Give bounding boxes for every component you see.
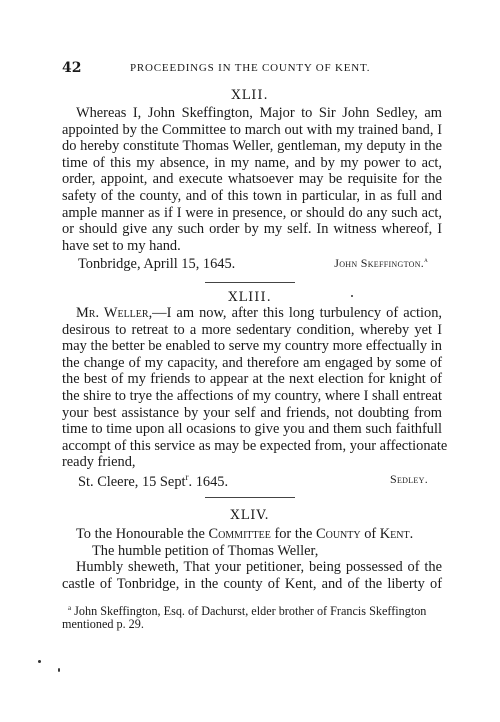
petition-line: The humble petition of Thomas Weller, — [92, 542, 319, 559]
section-divider — [205, 497, 295, 498]
signature: Sedley. — [390, 472, 428, 486]
document-xlii-body — [62, 105, 442, 254]
place-date: Tonbridge, Aprill 15, 1645. — [78, 256, 236, 272]
place-date-text: St. Cleere, 15 Sept — [78, 473, 186, 490]
place-date-superscript: r — [185, 472, 189, 482]
text-line — [62, 305, 442, 322]
document-xlii-signoff — [78, 256, 428, 273]
footnote — [62, 601, 446, 632]
footnote-line — [62, 601, 446, 617]
text-line: Humbly sheweth, That your petitioner, being possessed of the — [76, 559, 442, 576]
text-line: the best of my friends to appear at the next election for knight of — [62, 371, 442, 388]
document-xliii-signoff — [78, 472, 428, 489]
section-numeral-xlii: XLII. — [231, 88, 269, 103]
text-line: desirous to retreat to a more sedentary condition, whereby yet I — [62, 321, 442, 338]
ink-speck — [58, 668, 60, 672]
text-line: or should give any such order by my self. In witness whereof, I — [62, 221, 442, 238]
section-divider — [205, 282, 295, 283]
text-line: time to time upon all ocasions to give you and them such faithfull — [62, 421, 442, 438]
document-xliii-body — [62, 305, 448, 471]
footnote-marker: a — [424, 256, 428, 264]
section-numeral-xliv: XLIV. — [230, 508, 270, 523]
text-line: order, appoint, and execute whatsoever may be requisite for the — [62, 171, 442, 188]
text-line: safety of the county, and of this town in particular, in as full and — [62, 187, 442, 204]
text-line: your best assistance by your self and friends, not doubting from — [62, 404, 442, 421]
text-line: Whereas I, John Skeffington, Major to Sir John Sedley, am — [76, 105, 442, 121]
section-numeral-xliii: XLIII. — [228, 290, 272, 305]
text-line: ready friend, — [62, 454, 136, 471]
place-date-year: . 1645. — [188, 473, 229, 490]
page-number: 42 — [62, 60, 82, 76]
footnote-text: John Skeffington, Esq. of Dachurst, elder brother of Francis Skeffington — [74, 604, 427, 619]
text-line: accompt of this service as may be expected from, your affectionate — [62, 437, 448, 454]
text-line: appointed by the Committee to march out with my trained band, I — [62, 121, 442, 138]
text-line: the change of my capacity, and therefore am engaged by some of — [62, 354, 442, 371]
running-head: PROCEEDINGS IN THE COUNTY OF KENT. — [130, 62, 371, 74]
salutation: Mr. Weller, — [76, 305, 153, 321]
text-line: do hereby constitute Thomas Weller, gentleman, my deputy in the — [62, 138, 442, 155]
ink-speck — [351, 295, 353, 297]
footnote-line: mentioned p. 29. — [62, 616, 144, 631]
text-line: castle of Tonbridge, in the county of Kent, and of the liberty of — [62, 575, 442, 592]
ink-speck — [38, 660, 41, 663]
address-line: To the Honourable the Committee for the County of Kent. — [76, 526, 414, 542]
text-line: have set to my hand. — [62, 237, 181, 254]
page-header — [62, 60, 442, 78]
signature — [334, 256, 428, 271]
first-line-rest: —I am now, after this long turbulency of action, — [152, 305, 443, 321]
place-date — [78, 472, 228, 491]
text-line: may the better be enabled to serve my country more effectually in — [62, 338, 442, 355]
text-line: time of this my absence, in my name, and by my power to act, — [62, 154, 442, 171]
text-line: ample manner as if I were in presence, or should do any such act, — [62, 204, 442, 221]
text-line: the shire to trye the affections of my country, where I shall entreat — [62, 387, 442, 404]
document-xliv-body — [62, 526, 442, 592]
footnote-marker: a — [68, 604, 72, 612]
signature-name: John Skeffington. — [334, 256, 425, 270]
